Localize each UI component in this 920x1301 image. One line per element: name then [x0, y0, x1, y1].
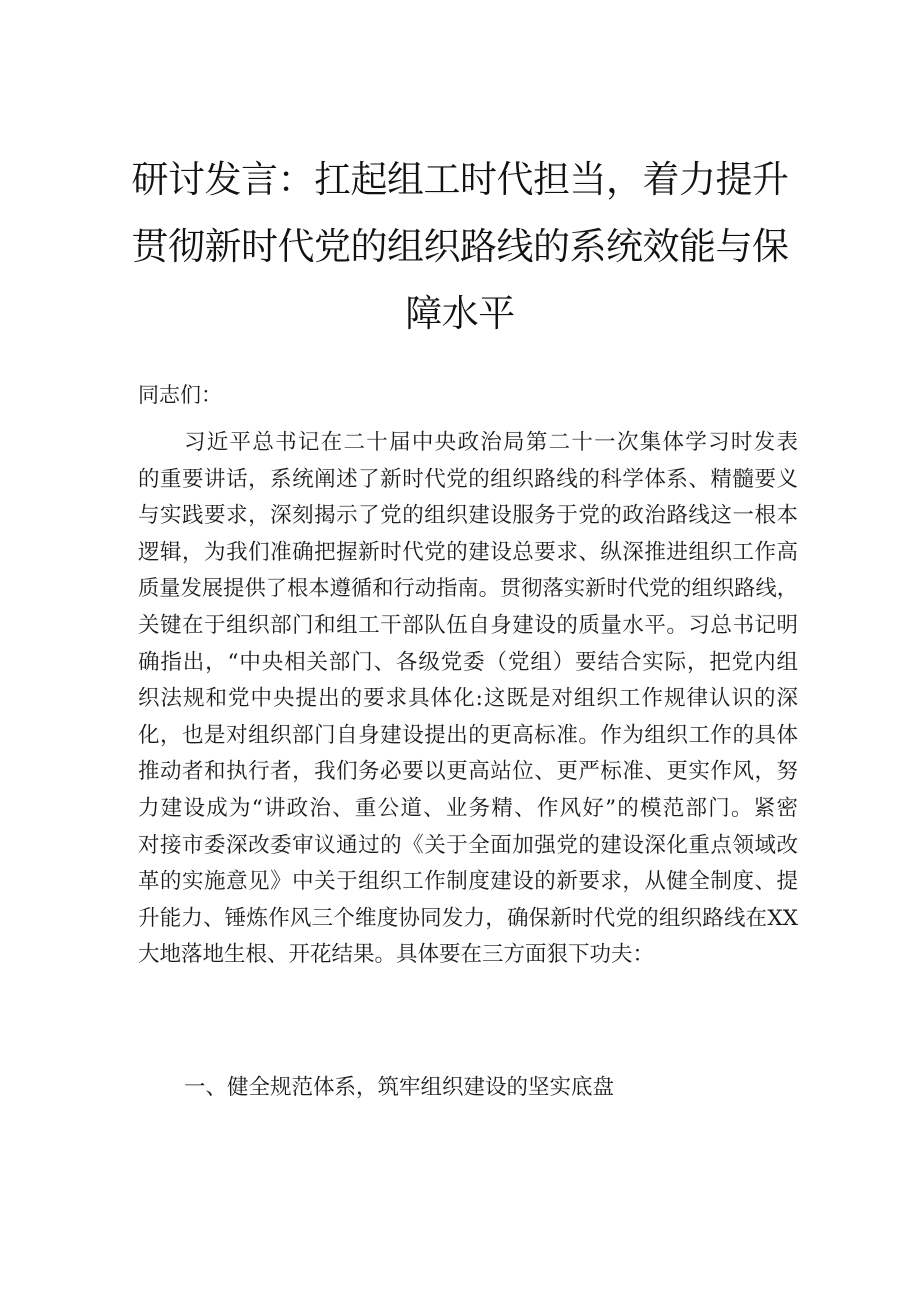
paragraph-line: 质量发展提供了根本遵循和行动指南。贯彻落实新时代党的组织路线， — [138, 576, 798, 602]
paragraph-line: 革的实施意见》中关于组织工作制度建设的新要求，从健全制度、提 — [138, 869, 798, 895]
paragraph-line: 逻辑，为我们准确把握新时代党的建设总要求、纵深推进组织工作高 — [138, 539, 798, 565]
paragraph-line: 织法规和党中央提出的要求具体化:这既是对组织工作规律认识的深 — [138, 686, 798, 712]
title-line: 障水平 — [405, 292, 515, 335]
paragraph-line: 力建设成为“讲政治、重公道、业务精、作风好”的模范部门。紧密 — [138, 795, 798, 821]
paragraph-line: 确指出，“中央相关部门、各级党委（党组）要结合实际，把党内组 — [138, 649, 798, 675]
paragraph-line: 习近平总书记在二十届中央政治局第二十一次集体学习时发表 — [184, 430, 798, 455]
paragraph-line: 与实践要求，深刻揭示了党的组织建设服务于党的政治路线这一根本 — [138, 503, 798, 529]
title-line: 研讨发言：扛起组工时代担当，着力提升 — [131, 158, 789, 201]
paragraph-line: 大地落地生根、开花结果。具体要在三方面狠下功夫： — [138, 942, 655, 968]
body-paragraph — [138, 425, 798, 974]
salutation: 同志们： — [138, 383, 222, 407]
paragraph-line: 对接市委深改委审议通过的《关于全面加强党的建设深化重点领域改 — [138, 832, 798, 858]
document-title — [130, 146, 790, 347]
paragraph-line: 的重要讲话，系统阐述了新时代党的组织路线的科学体系、精髓要义 — [138, 466, 798, 492]
paragraph-line: 化，也是对组织部门自身建设提出的更高标准。作为组织工作的具体 — [138, 722, 798, 748]
paragraph-line: 升能力、锤炼作风三个维度协同发力，确保新时代党的组织路线在XX — [138, 905, 798, 931]
paragraph-line: 推动者和执行者，我们务必要以更高站位、更严标准、更实作风，努 — [138, 759, 798, 785]
paragraph-line: 关键在于组织部门和组工干部队伍自身建设的质量水平。习总书记明 — [138, 612, 798, 638]
title-line: 贯彻新时代党的组织路线的系统效能与保 — [131, 225, 789, 268]
section-heading: 一、健全规范体系，筑牢组织建设的坚实底盘 — [184, 1075, 615, 1100]
